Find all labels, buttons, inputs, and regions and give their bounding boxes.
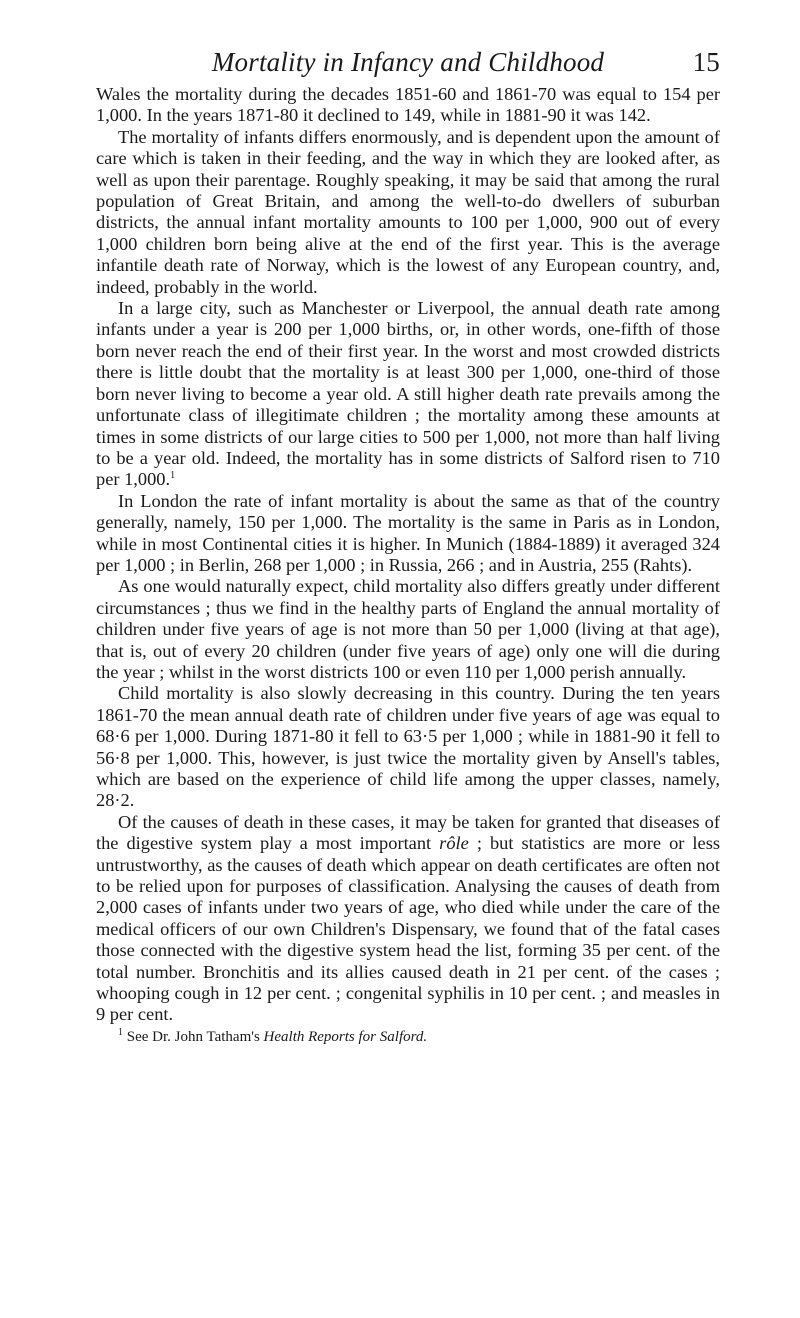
footnote bbox=[96, 1028, 720, 1047]
paragraph bbox=[96, 812, 720, 1026]
body-text bbox=[96, 84, 720, 1026]
paragraph: Wales the mortality during the decades 1851-60 and 1861-70 was equal to 154 per 1,000. In the years 1871-80 it declined to 149, while in 1881-90 it was 142. bbox=[96, 84, 720, 126]
running-head bbox=[96, 40, 720, 84]
paragraph-text: In a large city, such as Manchester or Liverpool, the annual death rate among infants under a year is 200 per 1,000 births, or, in other words, one-fifth of those born never reach the end of their first year. In the worst and most crowded districts there is little doubt that the mortality is at least 300 per 1,000, one-third of those born never living to become a year old. A still higher death rate prevails among the unfortunate class of illegitimate children ; the mortality among these amounts at times in some districts of our large cities to 500 per 1,000, not more than half living to be a year old. Indeed, the mortality has in some districts of Salford risen to 710 per 1,000. bbox=[96, 298, 720, 490]
paragraph bbox=[96, 298, 720, 491]
running-title: Mortality in Infancy and Childhood bbox=[211, 47, 605, 77]
book-page bbox=[96, 40, 720, 1047]
paragraph: As one would naturally expect, child mortality also differs greatly under different circumstances ; thus we find in the healthy parts of England the annual mortality of children under five years of age is not more than 50 per 1,000 (living at that age), that is, out of every 20 children (under five years of age) only one will die during the year ; whilst in the worst districts 100 or even 110 per 1,000 perish annually. bbox=[96, 576, 720, 682]
footnote-reference: 1 bbox=[170, 470, 176, 482]
footnote-marker: 1 bbox=[118, 1026, 123, 1038]
paragraph-text: ; but statistics are more or less untrustworthy, as the causes of death which appear on death certificates are often not to be relied upon for purposes of classification. Analysing the causes of death from 2,000 cases of infants under two years of age, who died while under the care of the medical officers of our own Children's Dispensary, we found that of the fatal cases those connected with the digestive system head the list, forming 35 per cent. of the total number. Bronchitis and its allies caused death in 21 per cent. of the cases ; whooping cough in 12 per cent. ; congenital syphilis in 10 per cent. ; and measles in 9 per cent. bbox=[96, 833, 721, 1025]
paragraph: In London the rate of infant mortality is about the same as that of the country generally, namely, 150 per 1,000. The mortality is the same in Paris as in London, while in most Continental cities it is higher. In Munich (1884-1889) it averaged 324 per 1,000 ; in Berlin, 268 per 1,000 ; in Russia, 266 ; and in Austria, 255 (Rahts). bbox=[96, 490, 720, 575]
footnote-citation: Health Reports for Salford. bbox=[263, 1028, 428, 1045]
paragraph: Child mortality is also slowly decreasing in this country. During the ten years 1861-70 the mean annual death rate of children under five years of age was equal to 68·6 per 1,000. During 1871-80 it fell to 63·5 per 1,000 ; while in 1881-90 it fell to 56·8 per 1,000. This, however, is just twice the mortality given by Ansell's tables, which are based on the experience of child life among the upper classes, namely, 28·2. bbox=[96, 683, 720, 811]
paragraph-text: Of the causes of death in these cases, it may be taken for granted that diseases of the digestive system play a most important bbox=[96, 811, 720, 854]
page-number: 15 bbox=[692, 47, 720, 77]
footnote-text: See Dr. John Tatham's bbox=[126, 1028, 264, 1045]
paragraph: The mortality of infants differs enormously, and is dependent upon the amount of care which is taken in their feeding, and the way in which they are looked after, as well as upon their parentage. Roughly speaking, it may be said that among the rural population of Great Britain, and among the well-to-do dwellers of suburban districts, the annual infant mortality amounts to 100 per 1,000, 900 out of every 1,000 children born being alive at the end of the first year. This is the average infantile death rate of Norway, which is the lowest of any European country, and, indeed, probably in the world. bbox=[96, 126, 720, 297]
italic-term: rôle bbox=[439, 833, 469, 854]
